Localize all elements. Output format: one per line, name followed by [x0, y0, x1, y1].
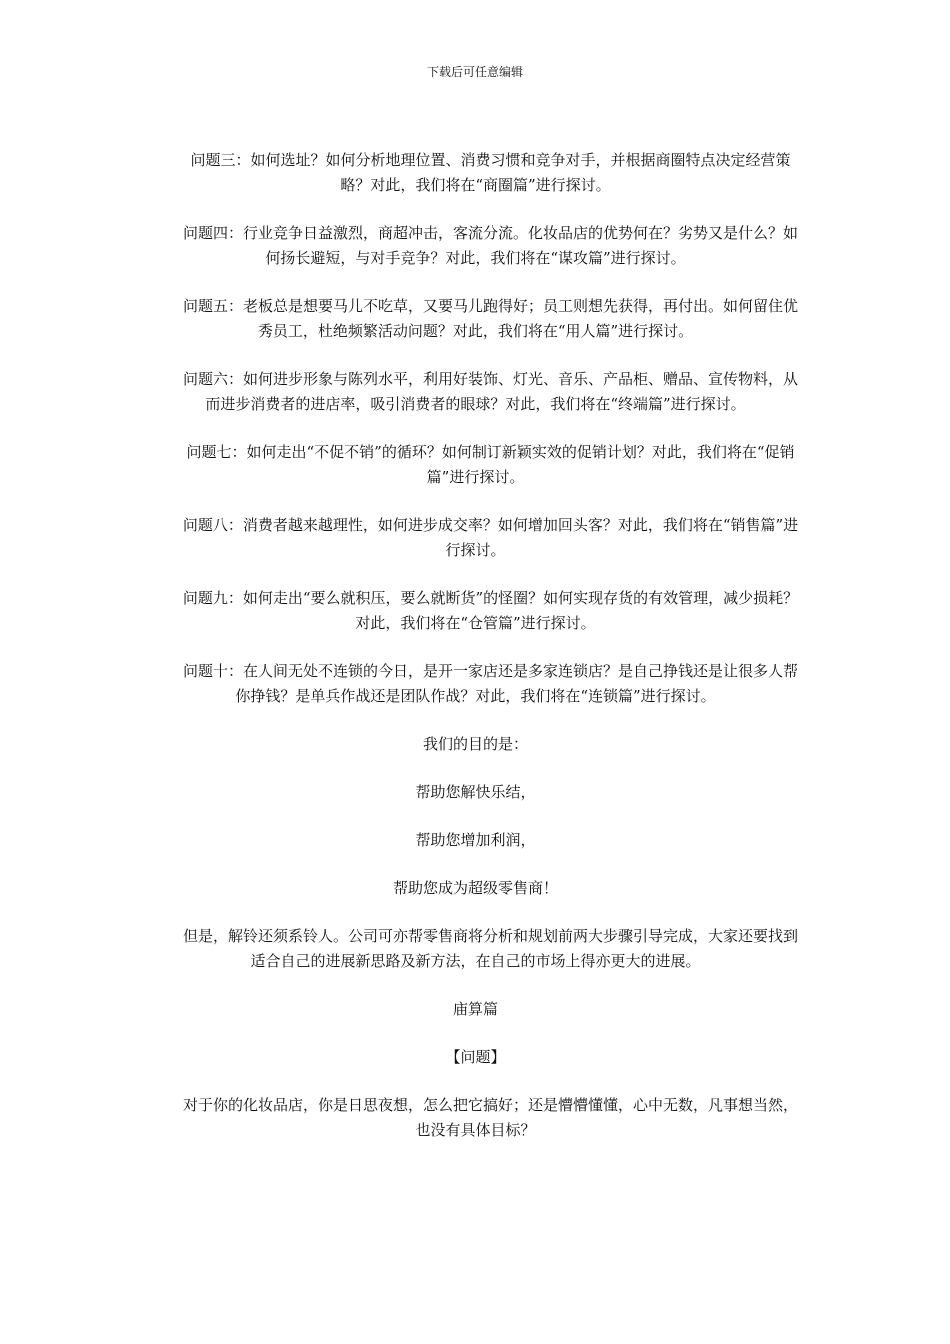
paragraph-however: 但是，解铃还须系铃人。公司可亦帮零售商将分析和规划前两大步骤引导完成，大家还要找到适合自己的进展新思路及新方法，在自己的市场上得亦更大的进展。	[182, 927, 798, 970]
goal-heading: 我们的目的是：	[422, 735, 528, 753]
paragraph-question-9: 问题九：如何走出“要么就积压，要么就断货”的怪圈？如何实现存货的有效管理，减少损耗？对此，我们将在“仓管篇”进行探讨。	[182, 589, 799, 632]
paragraph-question-4: 问题四：行业竞争日益激烈，商超冲击，客流分流。化妆品店的优势何在？劣势又是什么？如何扬长避短，与对手竞争？对此，我们将在“谋攻篇”进行探讨。	[182, 224, 798, 267]
paragraph-question-7: 问题七：如何走出“不促不销”的循环？如何制订新颖实效的促销计划？对此，我们将在“促销篇”进行探讨。	[186, 443, 795, 486]
page-header: 下载后可任意编辑	[426, 65, 523, 79]
goal-line-2: 帮助您增加利润，	[415, 831, 536, 849]
paragraph-question-5: 问题五：老板总是想要马儿不吃草，又要马儿跑得好；员工则想先获得，再付出。如何留住优秀员工，杜绝频繁活动问题？对此，我们将在“用人篇”进行探讨。	[182, 297, 798, 340]
document-body	[147, 148, 804, 1166]
subsection-title: 【问题】	[445, 1048, 506, 1066]
paragraph-question-3: 问题三：如何选址？如何分析地理位置、消费习惯和竞争对手，并根据商圈特点决定经营策略？对此，我们将在“商圈篇”进行探讨。	[190, 151, 791, 194]
goal-line-3: 帮助您成为超级零售商！	[392, 879, 558, 897]
section-title: 庙算篇	[452, 1000, 498, 1018]
goal-line-1: 帮助您解快乐结，	[415, 783, 536, 801]
paragraph-question-10: 问题十：在人间无处不连锁的今日，是开一家店还是多家连锁店？是自己挣钱还是让很多人帮你挣钱？是单兵作战还是团队作战？对此，我们将在“连锁篇”进行探讨。	[182, 662, 798, 705]
paragraph-question-8: 问题八：消费者越来越理性，如何进步成交率？如何增加回头客？对此，我们将在“销售篇”进行探讨。	[182, 516, 799, 559]
paragraph-question-6: 问题六：如何进步形象与陈列水平，利用好装饰、灯光、音乐、产品柜、赠品、宣传物料，从而进步消费者的进店率，吸引消费者的眼球？对此，我们将在“终端篇”进行探讨。	[182, 370, 798, 413]
paragraph-question-intro: 对于你的化妆品店，你是日思夜想，怎么把它搞好；还是懵懵懂懂，心中无数，凡事想当然，也没有具体目标？	[182, 1096, 798, 1139]
